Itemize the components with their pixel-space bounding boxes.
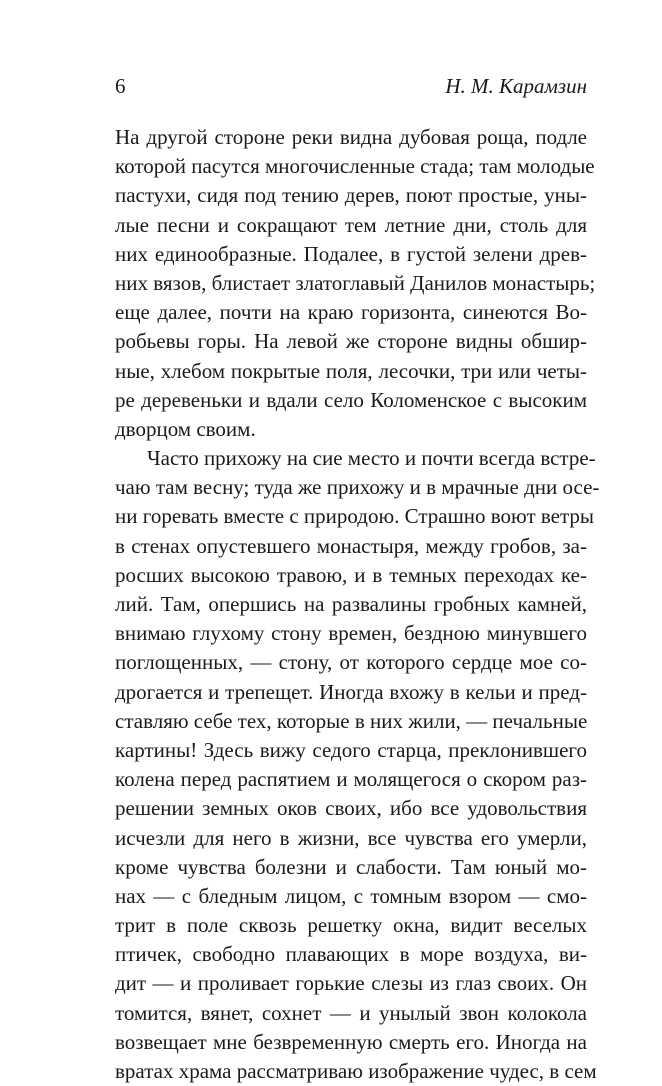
text-line: ные, хлебом покрытые поля, лесочки, три или четы-	[115, 358, 587, 383]
text-line: вратах храма рассматриваю изображение чудес, в сем	[115, 1059, 597, 1083]
text-line: дрогается и трепещет. Иногда вхожу в кельи и пред-	[115, 679, 587, 704]
text-line: лые песни и сокращают тем летние дни, столь для	[115, 212, 587, 237]
text-line: кроме чувства болезни и слабости. Там юный мо-	[115, 854, 587, 879]
text-line: лий. Там, опершись на развалины гробных камней,	[115, 592, 587, 616]
text-line: ставляю себе тех, которые в них жили, — печальные	[115, 708, 588, 733]
text-line: внимаю глухому стону времен, бездною минувшего	[115, 621, 587, 646]
paragraph-1	[115, 123, 596, 444]
text-line: чаю там весну; туда же прихожу и в мрачные дни осе-	[115, 475, 600, 500]
text-line: поглощенных, — стону, от которого сердце мое со-	[115, 650, 587, 675]
text-line: нах — с бледным лицом, с томным взором — смо-	[115, 883, 587, 908]
text-line: дит — и проливает горькие слезы из глаз своих. Он	[115, 971, 587, 996]
text-line: дворцом своим.	[115, 416, 256, 441]
header-author: Н. М. Карамзин	[445, 74, 587, 98]
text-line: ни горевать вместе с природою. Страшно воют ветры	[115, 504, 595, 529]
text-line: еще далее, почти на краю горизонта, синеются Во-	[115, 300, 587, 325]
text-line: которой пасутся многочисленные стада; там молодые	[115, 154, 595, 179]
text-line: возвещает мне безвременную смерть его. Иногда на	[115, 1029, 587, 1054]
running-head	[115, 74, 587, 104]
text-line: Часто прихожу на сие место и почти всегда встре-	[147, 446, 596, 471]
body-text	[115, 123, 600, 1086]
text-line: колена перед распятием и молящегося о скором раз-	[115, 767, 587, 792]
text-line: них единообразные. Подалее, в густой зелени древ-	[115, 241, 587, 266]
text-line: картины! Здесь вижу седого старца, преклонившего	[115, 737, 587, 762]
text-line: птичек, свободно плавающих в море воздуха, ви-	[115, 942, 587, 967]
text-line: робьевы горы. На левой же стороне видны обшир-	[115, 329, 587, 354]
text-line: в стенах опустевшего монастыря, между гробов, за-	[115, 533, 587, 558]
text-line: исчезли для него в жизни, все чувства его умерли,	[115, 825, 587, 850]
text-line: На другой стороне реки видна дубовая роща, подле	[115, 125, 587, 149]
text-line: них вязов, блистает златоглавый Данилов монастырь;	[115, 270, 596, 295]
page-number: 6	[115, 74, 126, 98]
text-line: ре деревеньки и вдали село Коломенское с высоким	[115, 387, 587, 412]
paragraph-2	[115, 444, 600, 1086]
text-line: томится, вянет, сохнет — и унылый звон колокола	[115, 1000, 587, 1025]
text-line: росших высокою травою, и в темных переходах ке-	[115, 562, 587, 587]
text-line: решении земных оков своих, ибо все удовольствия	[115, 796, 587, 821]
text-line: трит в поле сквозь решетку окна, видит веселых	[115, 913, 587, 938]
text-line: пастухи, сидя под тению дерев, поют простые, уны-	[115, 183, 587, 208]
